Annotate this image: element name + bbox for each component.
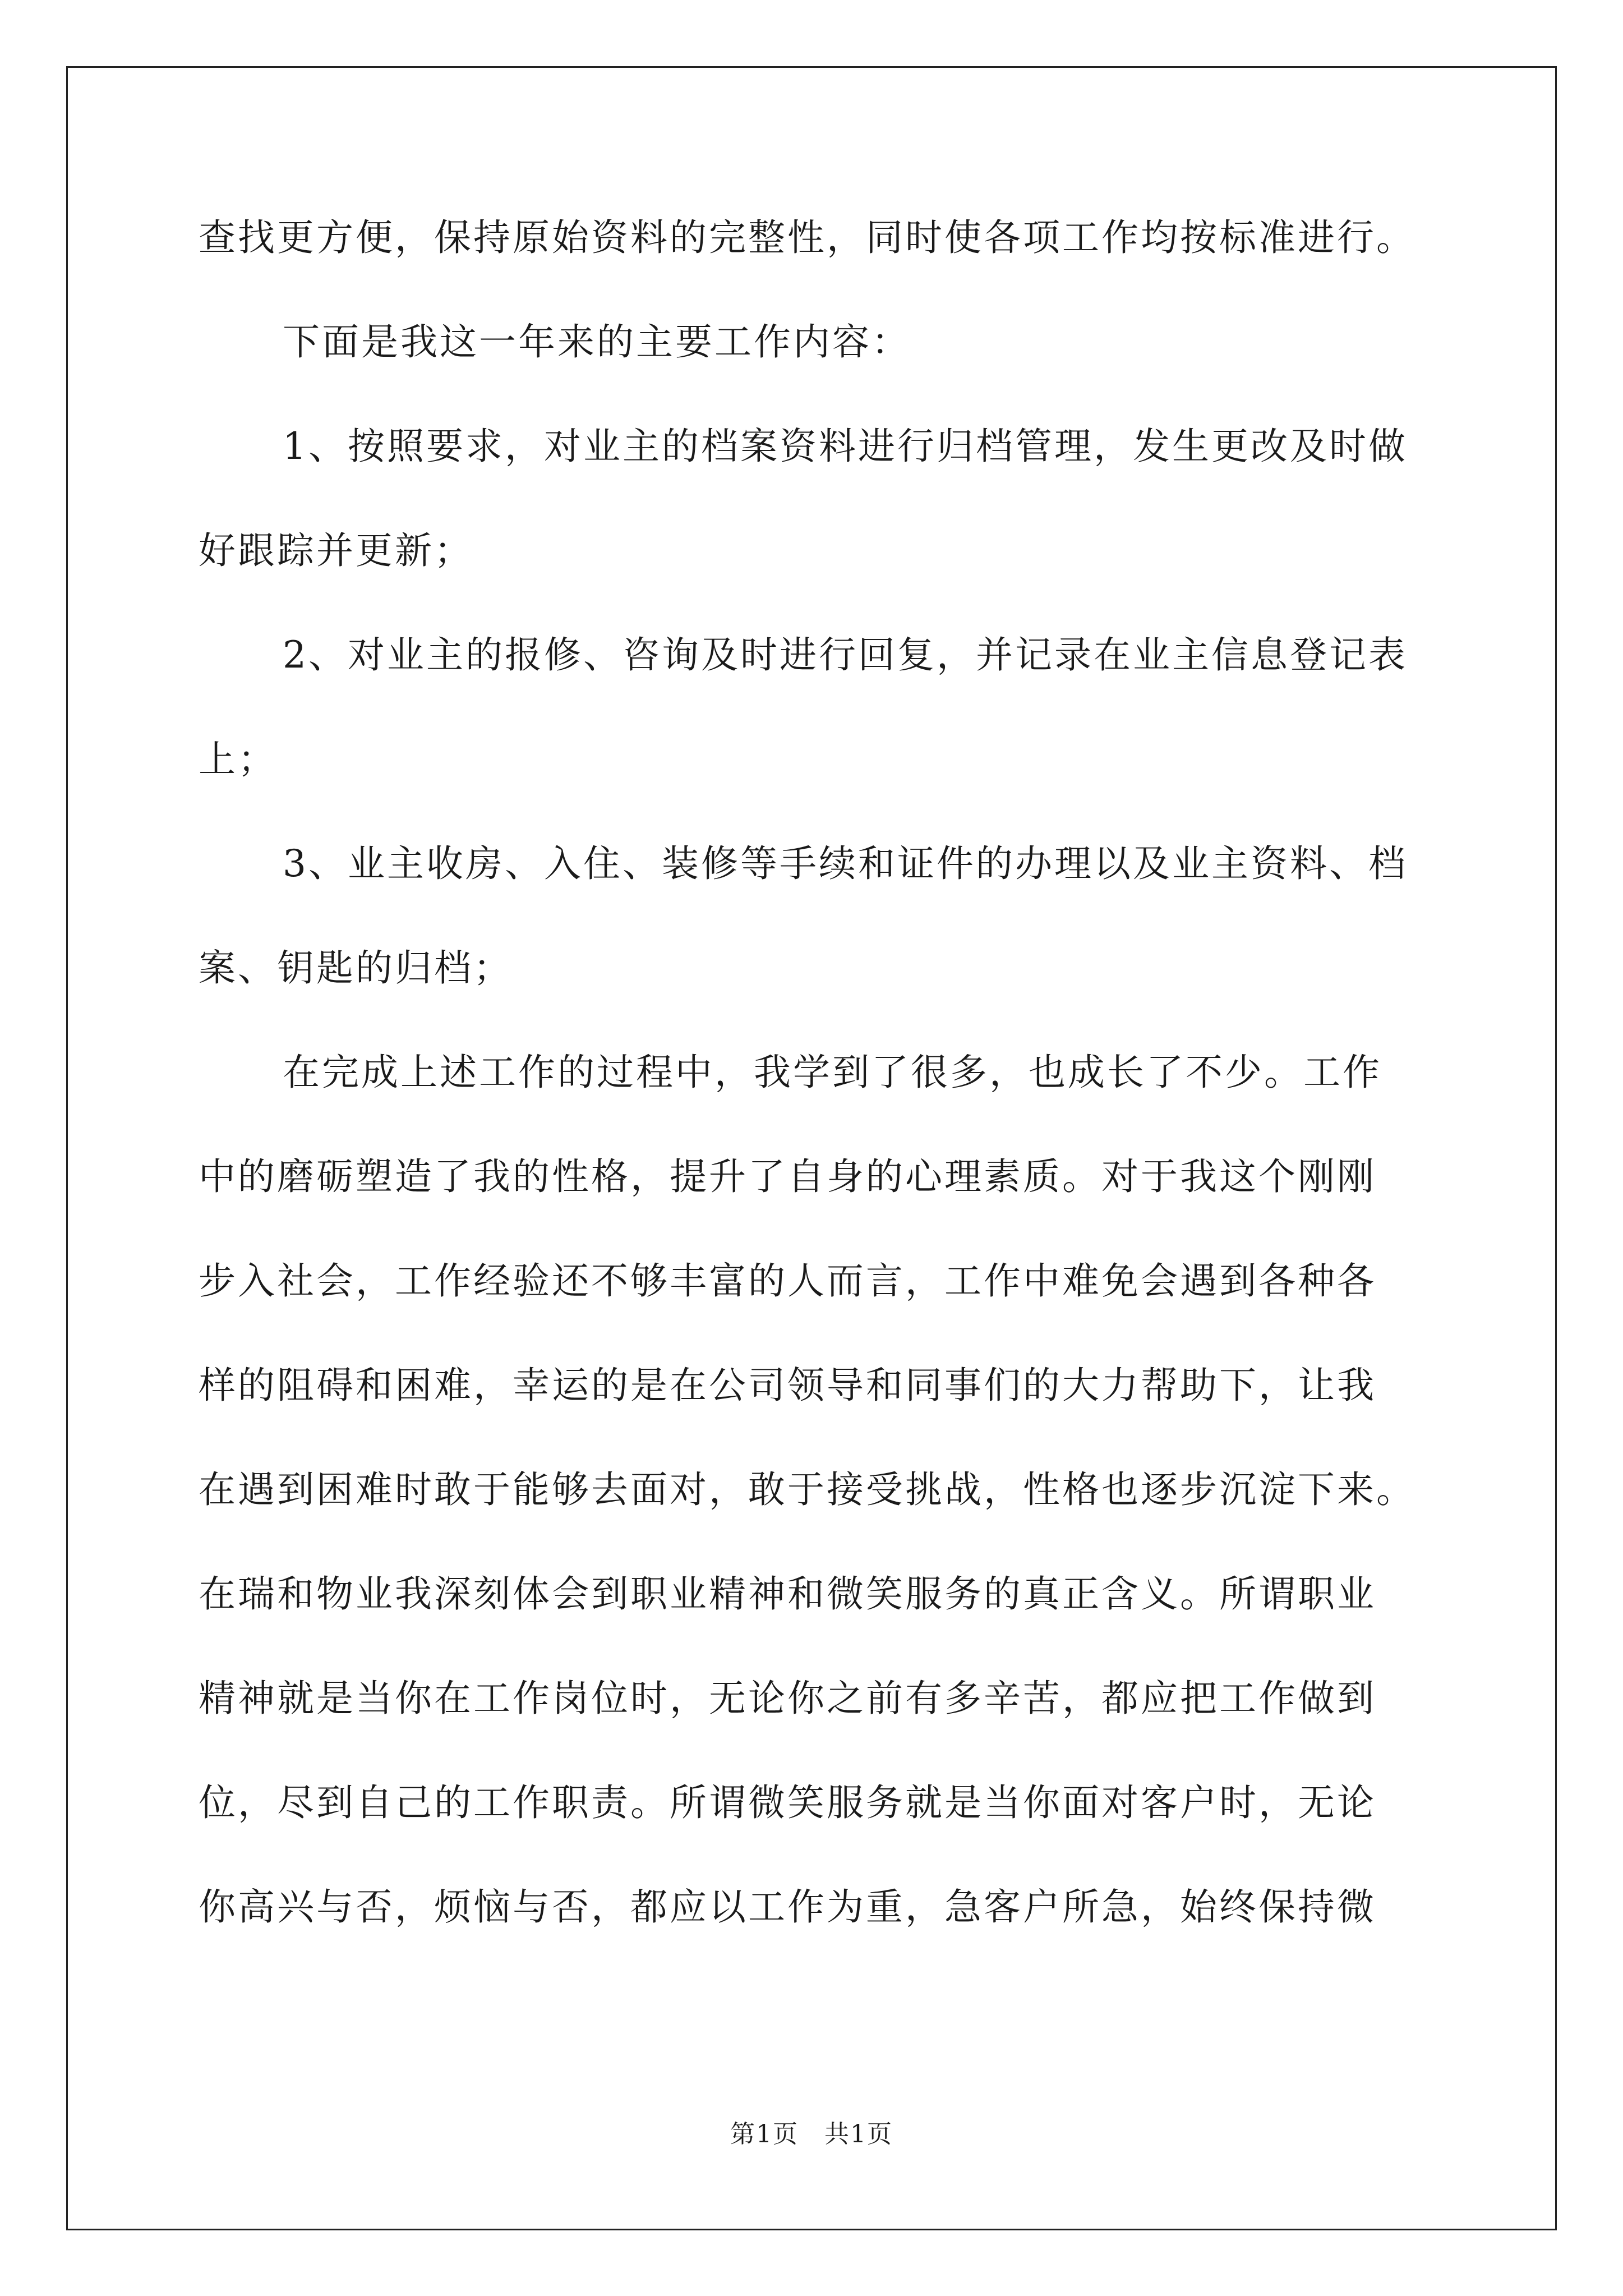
text-line: 你高兴与否，烦恼与否，都应以工作为重，急客户所急，始终保持微 bbox=[199, 1885, 1376, 1929]
text-line: 查找更方便，保持原始资料的完整性，同时使各项工作均按标准进行。 bbox=[199, 216, 1415, 259]
text-line: 上； bbox=[199, 738, 277, 781]
text-line: 样的阻碍和困难，幸运的是在公司领导和同事们的大力帮助下，让我 bbox=[199, 1364, 1376, 1407]
text-line: 中的磨砺塑造了我的性格，提升了自身的心理素质。对于我这个刚刚 bbox=[199, 1155, 1376, 1198]
text-line: 案、钥匙的归档； bbox=[199, 946, 513, 990]
page-footer: 第1页 共1页 bbox=[730, 2120, 893, 2148]
text-line: 好跟踪并更新； bbox=[199, 529, 473, 572]
text-line: 位，尽到自己的工作职责。所谓微笑服务就是当你面对客户时，无论 bbox=[199, 1781, 1376, 1824]
text-line: 在完成上述工作的过程中，我学到了很多，也成长了不少。工作 bbox=[283, 1051, 1382, 1094]
text-line: 1、按照要求，对业主的档案资料进行归档管理，发生更改及时做 bbox=[283, 425, 1408, 468]
text-line: 在遇到困难时敢于能够去面对，敢于接受挑战，性格也逐步沉淀下来。 bbox=[199, 1468, 1415, 1511]
text-line: 2、对业主的报修、咨询及时进行回复，并记录在业主信息登记表 bbox=[283, 633, 1408, 677]
text-line: 3、业主收房、入住、装修等手续和证件的办理以及业主资料、档 bbox=[283, 842, 1408, 885]
text-line: 在瑞和物业我深刻体会到职业精神和微笑服务的真正含义。所谓职业 bbox=[199, 1572, 1376, 1616]
text-line: 步入社会，工作经验还不够丰富的人而言，工作中难免会遇到各种各 bbox=[199, 1259, 1376, 1303]
text-line: 下面是我这一年来的主要工作内容： bbox=[283, 320, 911, 364]
text-line: 精神就是当你在工作岗位时，无论你之前有多辛苦，都应把工作做到 bbox=[199, 1677, 1376, 1720]
